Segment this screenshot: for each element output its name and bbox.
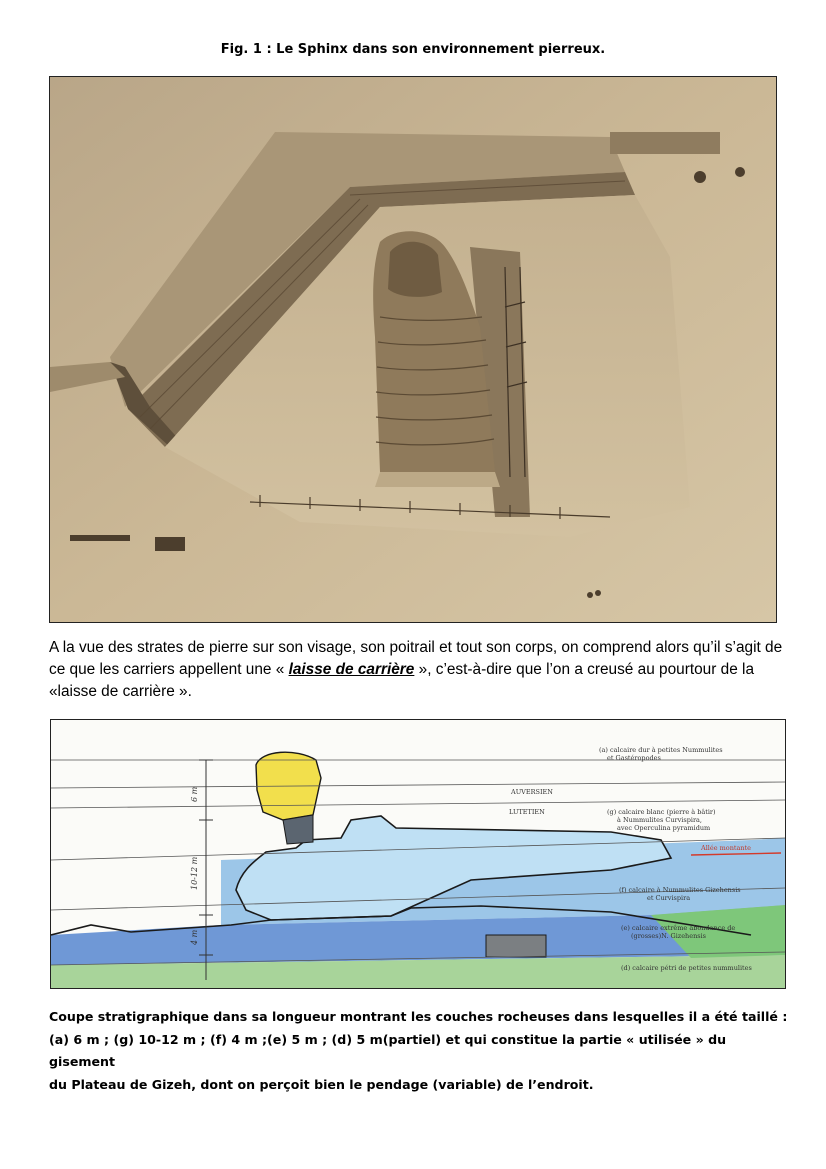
- label-a: (a) calcaire dur à petites Nummulites: [599, 746, 723, 754]
- label-f: (f) calcaire à Nummulites Gizehensis: [619, 886, 741, 894]
- height-6m: 6 m: [190, 786, 199, 802]
- sphinx-aerial-photo: [49, 76, 777, 623]
- paragraph-emphasis: laisse de carrière: [288, 661, 415, 678]
- label-allee-montante: Allée montante: [701, 844, 752, 852]
- label-g-2: à Nummulites Curvispira,: [617, 816, 702, 824]
- body-paragraph: [49, 637, 784, 703]
- label-auversien: AUVERSIEN: [511, 788, 553, 796]
- label-f-2: et Curvispira: [647, 894, 691, 902]
- caption-line-3: du Plateau de Gizeh, dont on perçoit bien le pendage (variable) de l’endroit.: [49, 1076, 594, 1092]
- label-e-2: (grosses)N. Gizehensis: [631, 932, 707, 940]
- label-a-2: et Gastéropodes: [607, 754, 661, 762]
- paragraph-part2: », c’est-à-dire que l’on a creusé au pourtour de la «laisse de carrière ».: [49, 661, 755, 700]
- label-g-3: avec Operculina pyramidum: [617, 824, 711, 832]
- label-g: (g) calcaire blanc (pierre à bâtir): [607, 808, 716, 816]
- label-e: (e) calcaire extrême abondance de: [621, 924, 736, 932]
- caption-line-2: (a) 6 m ; (g) 10-12 m ; (f) 4 m ;(e) 5 m ; (d) 5 m(partiel) et qui constitue la partie « utilisée » du gisement: [49, 1031, 727, 1069]
- label-d: (d) calcaire pétri de petites nummulites: [621, 964, 752, 972]
- paragraph-part1: A la vue des strates de pierre sur son visage, son poitrail et tout son corps, on comprend alors qu’il s’agit de ce que les carriers appellent une «: [49, 639, 783, 678]
- height-4m: 4 m: [190, 929, 199, 945]
- label-lutetien: LUTETIEN: [509, 808, 545, 816]
- caption-line-1: Coupe stratigraphique dans sa longueur montrant les couches rocheuses dans lesquelles il a été taillé :: [49, 1009, 788, 1024]
- figure-title: Fig. 1 : Le Sphinx dans son environnement pierreux.: [220, 42, 606, 57]
- stratigraphic-section-figure: [50, 719, 786, 989]
- section-caption: [49, 1006, 789, 1096]
- height-10-12m: 10-12 m: [190, 856, 199, 890]
